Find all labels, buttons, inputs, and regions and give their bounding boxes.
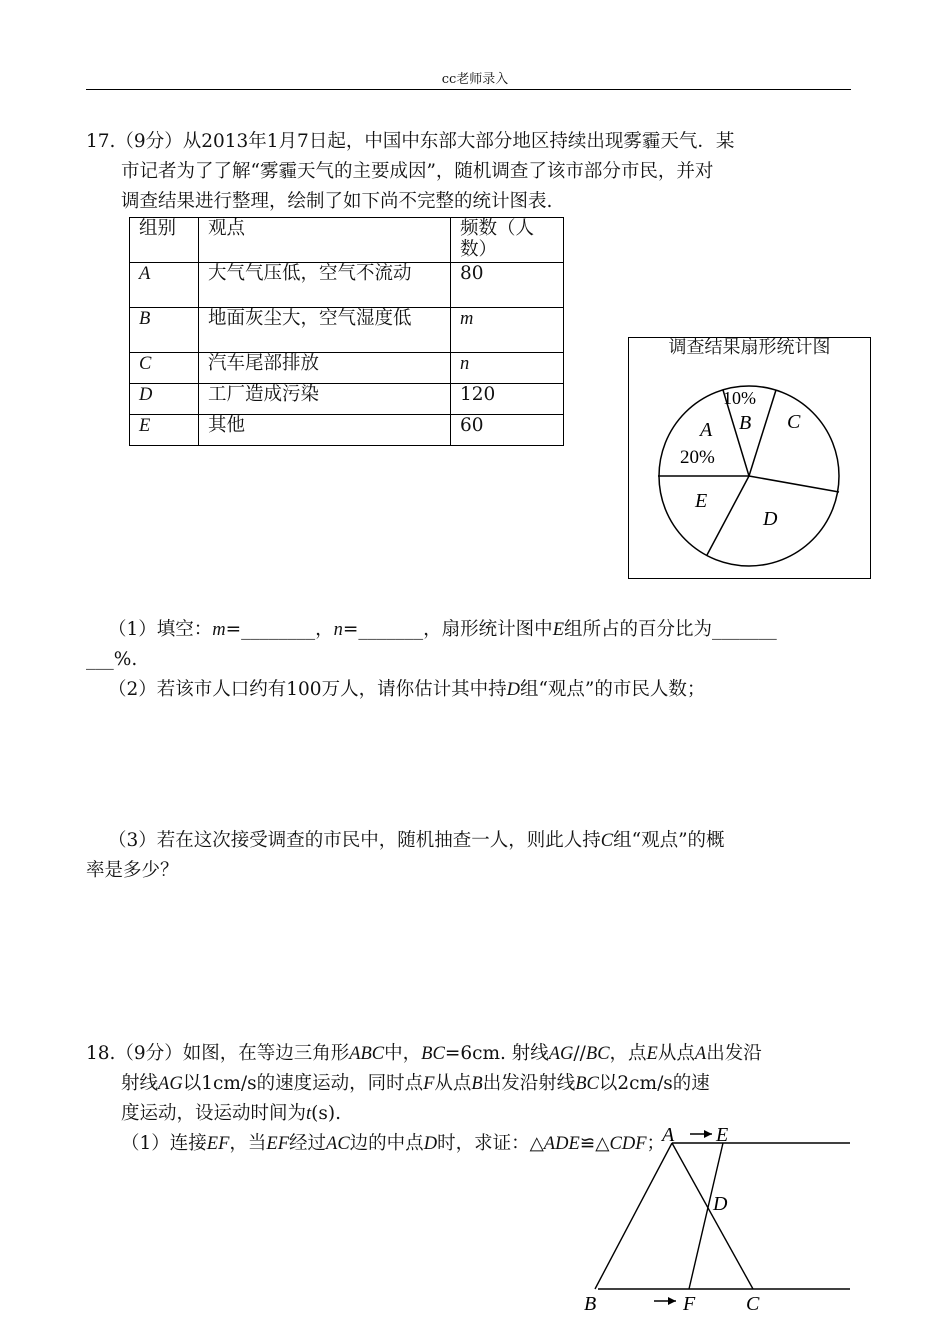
q18-s1-cdf: CDF bbox=[609, 1134, 647, 1154]
q18-s1-g: ； bbox=[646, 1133, 666, 1154]
table-row bbox=[130, 308, 564, 353]
q18-l2-ag: AG bbox=[158, 1074, 183, 1094]
q18-s1-ef: EF bbox=[206, 1134, 230, 1154]
q18-s1-b: ，当 bbox=[229, 1133, 267, 1154]
row-freq: m bbox=[460, 309, 474, 329]
q18-l2-bc: BC bbox=[575, 1074, 599, 1094]
q17-sub1-line-1 bbox=[108, 616, 777, 644]
q17-line-1: 17.（9分）从2013年1月7日起，中国中东部大部分地区持续出现雾霾天气．某 bbox=[86, 131, 735, 152]
row-group: B bbox=[139, 309, 151, 329]
arrow-e-icon bbox=[704, 1130, 712, 1138]
q18-l1-pt-e: E bbox=[646, 1044, 658, 1064]
q18-l1-f: 从点 bbox=[657, 1043, 695, 1064]
q18-s1-f: ≌△ bbox=[579, 1133, 610, 1154]
q18-l3-b: (s). bbox=[311, 1103, 341, 1124]
q18-l1-e: ，点 bbox=[609, 1043, 647, 1064]
q18-s1-a: （1）连接 bbox=[121, 1133, 207, 1154]
sub1-var-m: m bbox=[212, 620, 226, 640]
row-view: 大气气压低，空气不流动 bbox=[199, 263, 451, 308]
q18-s1-e: 时，求证：△ bbox=[437, 1133, 544, 1154]
segment-ef bbox=[689, 1143, 723, 1289]
sub2-text-a: （2）若该市人口约有100万人，请你估计其中持 bbox=[108, 679, 507, 700]
header-freq: 频数（人数） bbox=[451, 218, 564, 263]
q18-l1-b: 中， bbox=[384, 1043, 422, 1064]
row-group: D bbox=[139, 385, 153, 405]
q18-l1-ag: AG bbox=[548, 1044, 574, 1064]
pie-pct-a: 20% bbox=[680, 447, 715, 468]
q18-l1-abc: ABC bbox=[349, 1044, 385, 1064]
sub1-var-e: E bbox=[552, 620, 564, 640]
row-freq: 80 bbox=[451, 263, 564, 308]
pie-divider-cd bbox=[749, 476, 839, 492]
q18-l1-bc2: BC bbox=[585, 1044, 610, 1064]
table-row bbox=[130, 384, 564, 415]
q18-l1-c: =6cm. 射线 bbox=[444, 1043, 549, 1064]
side-ac bbox=[672, 1143, 753, 1289]
row-view: 地面灰尘大，空气湿度低 bbox=[199, 308, 451, 353]
q18-l2-c: 从点 bbox=[434, 1073, 472, 1094]
pie-title: 调查结果扇形统计图 bbox=[668, 337, 831, 358]
sub1-blank-n: =_______，扇形统计图中 bbox=[342, 619, 553, 640]
row-freq: n bbox=[460, 354, 470, 374]
q18-l1-pt-a: A bbox=[694, 1044, 707, 1064]
label-e: E bbox=[716, 1124, 729, 1146]
row-freq: 60 bbox=[451, 415, 564, 446]
sub3-var-c: C bbox=[600, 831, 614, 851]
q17-line-3: 调查结果进行整理，绘制了如下尚不完整的统计图表. bbox=[121, 191, 553, 212]
q18-l1-bc: BC bbox=[421, 1044, 445, 1064]
row-group: C bbox=[139, 354, 152, 374]
q18-l2-pt-f: F bbox=[423, 1074, 435, 1094]
q18-s1-ef2: EF bbox=[266, 1134, 290, 1154]
row-group: E bbox=[139, 416, 151, 436]
pie-label-a: A bbox=[700, 419, 713, 441]
pie-svg bbox=[629, 338, 870, 578]
q18-l2-e: 以2cm/s的速 bbox=[598, 1073, 710, 1094]
q17-line-2: 市记者为了了解“雾霾天气的主要成因”，随机调查了该市部分市民，并对 bbox=[121, 161, 714, 182]
sub2-text-b: 组“观点”的市民人数； bbox=[519, 679, 706, 700]
q18-l1-g: 出发沿 bbox=[706, 1043, 762, 1064]
q18-s1-pt-d: D bbox=[423, 1134, 438, 1154]
q18-l1-a: 18.（9分）如图，在等边三角形 bbox=[86, 1043, 350, 1064]
label-b: B bbox=[584, 1293, 597, 1315]
table-row bbox=[130, 415, 564, 446]
pie-label-c: C bbox=[787, 411, 801, 433]
row-view: 汽车尾部排放 bbox=[199, 353, 451, 384]
q17-sub3-line-1 bbox=[108, 827, 725, 855]
sub2-var-d: D bbox=[506, 680, 520, 700]
q18-s1-ade: ADE bbox=[543, 1134, 580, 1154]
page-header: cc老师录入 bbox=[441, 72, 509, 87]
pie-label-e: E bbox=[695, 490, 708, 512]
q18-l3-a: 度运动，设运动时间为 bbox=[121, 1103, 307, 1124]
label-d: D bbox=[713, 1193, 728, 1215]
side-ab bbox=[595, 1143, 672, 1289]
q18-line-2 bbox=[121, 1070, 710, 1098]
arrow-f-icon bbox=[668, 1297, 676, 1305]
sub1-prefix: （1）填空： bbox=[108, 619, 213, 640]
statistics-table bbox=[129, 217, 564, 446]
row-freq: 120 bbox=[451, 384, 564, 415]
q18-l2-b: 以1cm/s的速度运动，同时点 bbox=[182, 1073, 424, 1094]
row-view: 工厂造成污染 bbox=[199, 384, 451, 415]
q17-sub1-line-2: ___%. bbox=[86, 649, 138, 670]
sub3-text-b: 组“观点”的概 bbox=[613, 830, 725, 851]
pie-chart-figure bbox=[628, 337, 871, 579]
sub1-var-n: n bbox=[333, 620, 343, 640]
sub1-tail: 组所占的百分比为_______ bbox=[564, 619, 777, 640]
q18-l3-t: t bbox=[306, 1104, 312, 1124]
table-row bbox=[130, 353, 564, 384]
q18-s1-d: 边的中点 bbox=[349, 1133, 424, 1154]
table-header-row bbox=[130, 218, 564, 263]
q18-l2-pt-b: B bbox=[471, 1074, 483, 1094]
q18-l1-d: // bbox=[573, 1043, 586, 1064]
q18-s1-c: 经过 bbox=[289, 1133, 327, 1154]
header-group: 组别 bbox=[130, 218, 199, 263]
q17-sub2 bbox=[108, 676, 705, 704]
pie-divider-de bbox=[707, 476, 749, 555]
sub3-text-a: （3）若在这次接受调查的市民中，随机抽查一人，则此人持 bbox=[108, 830, 601, 851]
row-view: 其他 bbox=[199, 415, 451, 446]
q18-s1-ac: AC bbox=[326, 1134, 350, 1154]
sub1-blank-m: =________， bbox=[225, 619, 334, 640]
label-a: A bbox=[662, 1124, 675, 1146]
label-f: F bbox=[683, 1293, 696, 1315]
table-row bbox=[130, 263, 564, 308]
row-group: A bbox=[139, 264, 151, 284]
header-view: 观点 bbox=[199, 218, 451, 263]
q18-sub1 bbox=[121, 1130, 665, 1158]
q17-sub3-line-2: 率是多少？ bbox=[86, 860, 179, 881]
pie-pct-b: 10% bbox=[723, 388, 756, 408]
q18-l2-a: 射线 bbox=[121, 1073, 159, 1094]
pie-label-d: D bbox=[763, 508, 778, 530]
pie-label-b: B bbox=[739, 412, 752, 434]
label-c: C bbox=[746, 1293, 760, 1315]
q18-line-1 bbox=[86, 1040, 762, 1068]
q18-l2-d: 出发沿射线 bbox=[482, 1073, 576, 1094]
header-rule bbox=[86, 89, 851, 90]
q18-line-3 bbox=[121, 1100, 341, 1128]
